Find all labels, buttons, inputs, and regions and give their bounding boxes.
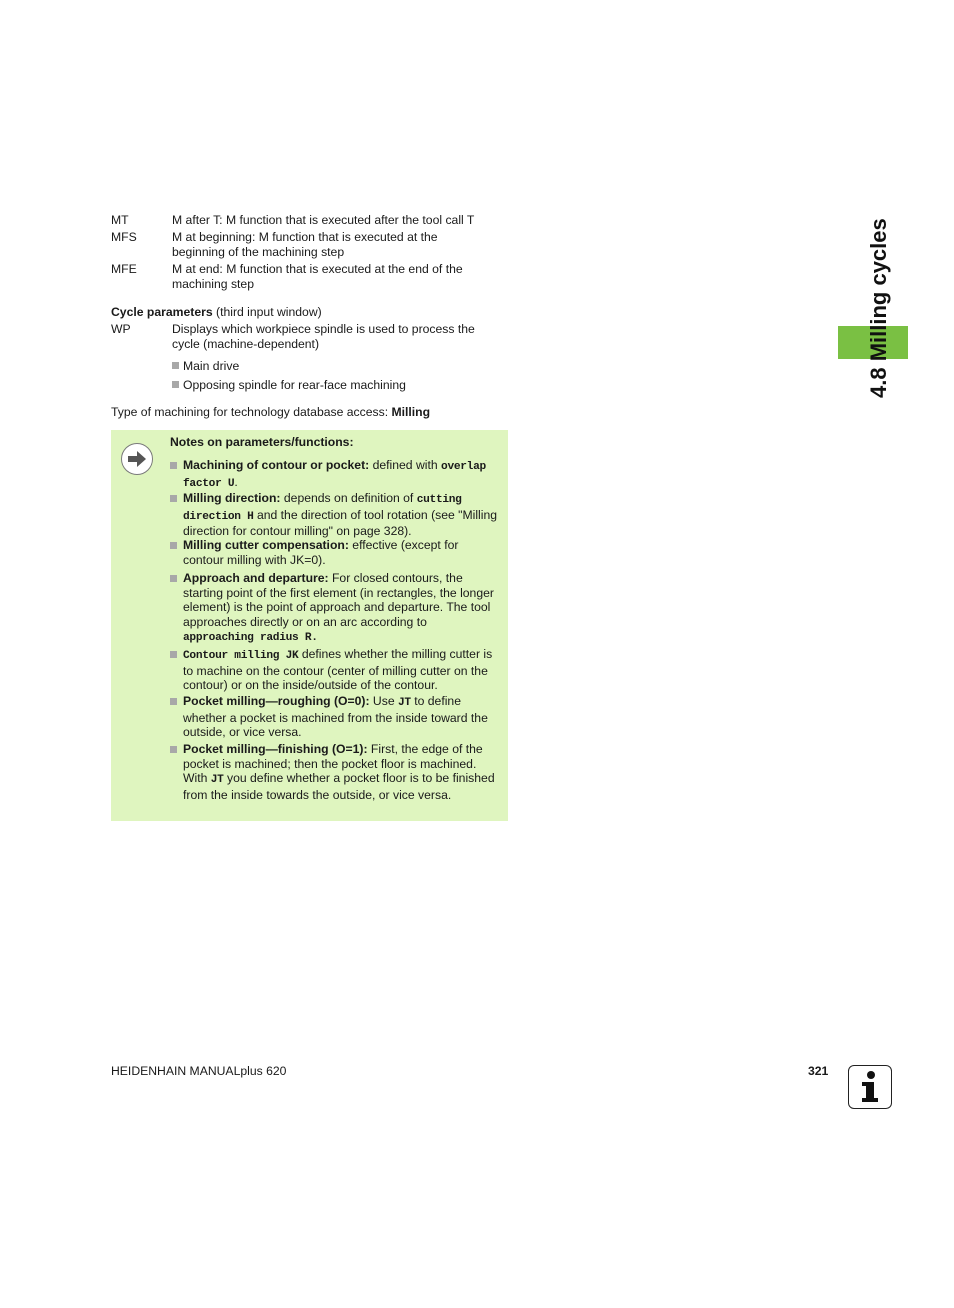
note-item: Contour milling JK defines whether the milling cutter is to machine on the contour (center of milling cutter on the contour) or on the inside/outside of the contour.: [170, 647, 500, 693]
arrow-right-icon: [121, 443, 153, 475]
definition-term-wp: WP: [111, 322, 131, 336]
definition-term-mt: MT: [111, 213, 129, 227]
info-icon: [848, 1065, 892, 1109]
cycle-parameters-heading: Cycle parameters (third input window): [111, 305, 322, 319]
definition-desc-mt: M after T: M function that is executed after the tool call T: [172, 213, 475, 227]
note-item: Pocket milling—finishing (O=1): First, the edge of the pocket is machined; then the pocket floor is machined. With JT you define whether a pocket floor is to be finished from the inside towards the outside, or vice versa.: [170, 742, 500, 802]
note-item: Pocket milling—roughing (O=0): Use JT to define whether a pocket is machined from the inside toward the outside, or vice versa.: [170, 694, 500, 740]
definition-desc-wp: Displays which workpiece spindle is used to process the cycle (machine-dependent): [172, 322, 475, 351]
section-title: 4.8 Milling cycles: [866, 218, 891, 398]
definition-term-mfe: MFE: [111, 262, 137, 276]
note-item: Milling cutter compensation: effective (except for contour milling with JK=0).: [170, 538, 500, 567]
definition-term-mfs: MFS: [111, 230, 137, 244]
machining-type: Type of machining for technology database access: Milling: [111, 405, 431, 419]
wp-option-main-drive: Main drive: [172, 359, 239, 374]
note-item: Machining of contour or pocket: defined with overlap factor U.: [170, 458, 500, 491]
note-item: Approach and departure: For closed contours, the starting point of the first element (in rectangles, the longer element) is the point of approach and departure. The tool approaches directly or on an arc according to approaching radius R.: [170, 571, 500, 646]
definition-desc-mfs: M at beginning: M function that is executed at the beginning of the machining step: [172, 230, 438, 259]
notes-heading: Notes on parameters/functions:: [170, 435, 354, 449]
footer-product-name: HEIDENHAIN MANUALplus 620: [111, 1064, 287, 1078]
note-item: Milling direction: depends on definition of cutting direction H and the direction of tool rotation (see "Milling direction for contour milling" on page 328).: [170, 491, 500, 539]
page-number: 321: [808, 1064, 829, 1078]
wp-option-opposing-spindle: Opposing spindle for rear-face machining: [172, 378, 406, 393]
definition-desc-mfe: M at end: M function that is executed at the end of the machining step: [172, 262, 463, 291]
